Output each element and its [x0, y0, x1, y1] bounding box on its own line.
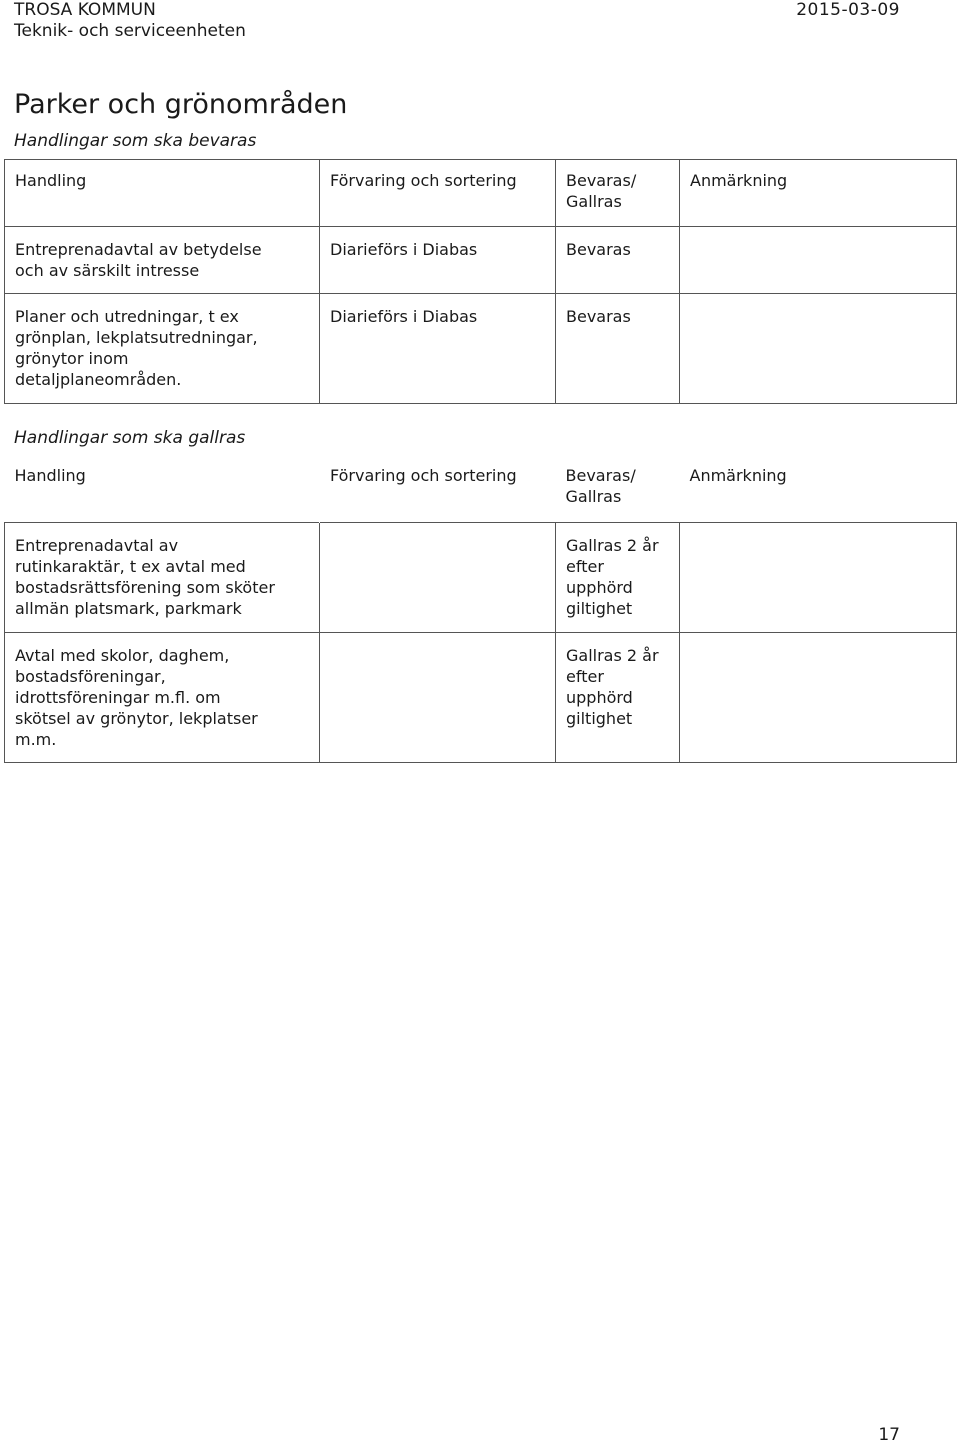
- cell-status: Gallras 2 år efter upphörd giltighet: [556, 522, 680, 632]
- cell-handling: Entreprenadavtal av rutinkaraktär, t ex avtal med bostadsrättsförening som sköter allmän platsmark, parkmark: [5, 522, 320, 632]
- col-header-bevaras-gallras: Bevaras/ Gallras: [565, 466, 636, 506]
- table-row: [5, 294, 957, 404]
- col-header-forvaring: Förvaring och sortering: [330, 466, 517, 485]
- cell-handling: Avtal med skolor, daghem, bostadsföreningar, idrottsföreningar m.fl. om skötsel av grönytor, lekplatser m.m.: [5, 632, 320, 762]
- cell-forvaring: [320, 522, 556, 632]
- cell-status: Gallras 2 år efter upphörd giltighet: [556, 632, 680, 762]
- col-header-forvaring: Förvaring och sortering: [320, 160, 556, 227]
- page-number: 17: [878, 1425, 900, 1445]
- col-header-anmarkning: Anmärkning: [689, 466, 787, 485]
- section-heading-gallras: Handlingar som ska gallras: [14, 428, 246, 448]
- table-row: [5, 522, 957, 632]
- cell-forvaring: Diarieförs i Diabas: [320, 227, 556, 294]
- cell-anmarkning: [680, 294, 957, 404]
- org-name: TROSA KOMMUN: [14, 0, 156, 20]
- header-date: 2015-03-09: [796, 0, 900, 20]
- cell-status: Bevaras: [556, 294, 680, 404]
- cell-status: Bevaras: [556, 227, 680, 294]
- cell-anmarkning: [680, 522, 957, 632]
- col-header-handling: Handling: [5, 160, 320, 227]
- cell-anmarkning: [680, 632, 957, 762]
- table-header-row: [5, 160, 957, 227]
- page-title: Parker och grönområden: [14, 89, 348, 120]
- section-heading-bevaras: Handlingar som ska bevaras: [14, 131, 257, 151]
- table-header-row: [5, 455, 957, 522]
- table-gallras: [4, 455, 957, 763]
- col-header-bevaras-gallras: Bevaras/ Gallras: [556, 160, 680, 227]
- cell-anmarkning: [680, 227, 957, 294]
- department-name: Teknik- och serviceenheten: [14, 21, 246, 41]
- cell-handling: Entreprenadavtal av betydelse och av särskilt intresse: [5, 227, 320, 294]
- table-row: [5, 227, 957, 294]
- table-bevaras: [4, 159, 957, 404]
- col-header-anmarkning: Anmärkning: [680, 160, 957, 227]
- col-header-handling: Handling: [14, 466, 86, 485]
- cell-forvaring: Diarieförs i Diabas: [320, 294, 556, 404]
- table-row: [5, 632, 957, 762]
- cell-forvaring: [320, 632, 556, 762]
- cell-handling: Planer och utredningar, t ex grönplan, lekplatsutredningar, grönytor inom detaljplaneområden.: [5, 294, 320, 404]
- page-header-left: [14, 0, 246, 42]
